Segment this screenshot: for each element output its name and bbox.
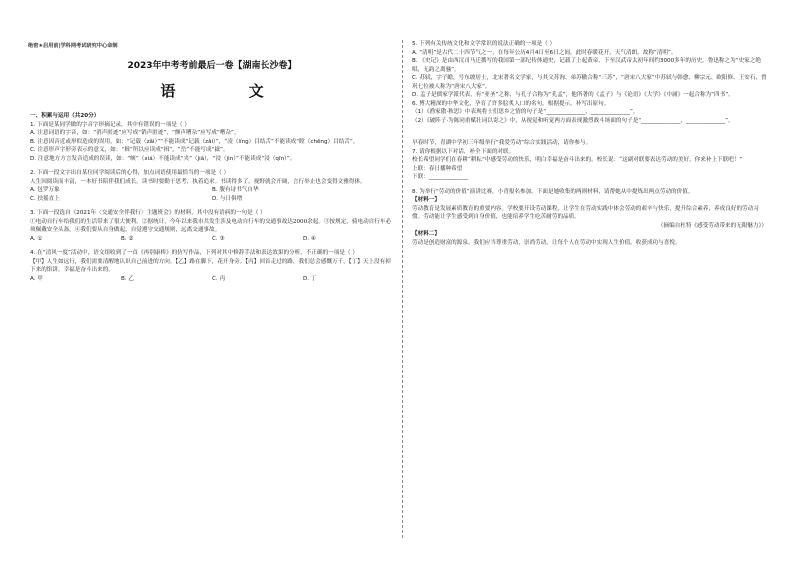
q5-stem: 5. 下列有关传统文化和文学常识的说法正确的一项是（ ） xyxy=(412,41,556,47)
q2-option-c: C. 扶摇直上 xyxy=(30,195,60,202)
q4-option-d: D. 丁 xyxy=(303,275,317,282)
question-6 xyxy=(412,100,767,126)
material-2-text: 劳动是创造财富的源泉。我们应当尊重劳动，崇尚劳动，让每个人在劳动中实现人生价值，收获成功与喜悦。 xyxy=(412,239,681,246)
q2-stem: 2. 下面一段文字出自某位同学阅读后的心得，加点词语使用最恰当的一项是（ ） xyxy=(30,170,230,177)
q2-option-a: A. 包罗万象 xyxy=(30,187,60,194)
question-8 xyxy=(412,188,767,248)
material-1-source: （摘编自杜特《感受劳动带来的无限魅力》） xyxy=(657,222,767,229)
q6-line-1: （1）《渔家傲·秋思》中表现将士们思乡之情的句子是“______________，______________”。 xyxy=(412,109,639,115)
q7-upper-couplet: 上联：春日播种希望 xyxy=(412,165,463,172)
q4-stem: 4. 在“清风一度”活动中，语文组收到了一首《再别康桥》的仿写作品，下列对其中修辞手法和表达效果的分析，不正确的一项是（ ） xyxy=(30,250,358,257)
q2-option-b: B. 腹有诗书气自华 xyxy=(212,187,259,194)
q3-stem: 3. 下面一段选自《2021年〈交通安全伴我行〉主题班会》的材料，其中没有语病的一句是（ ） xyxy=(30,210,266,217)
q1-option-c: C. 注意形声字形旁表示的意义，如：“揖”所以应读成“揖”，“岳”不能写成“嶽”。 xyxy=(30,147,229,154)
q1-option-a: A. 注意词语的字音，如：“消声匿迹”应写成“销声匿迹”，“颤声嘈杂”应写成“嘈杂”。 xyxy=(30,130,240,137)
q3-option-d: D. ④ xyxy=(303,235,316,242)
q5-option-a: A. “清明”是古代二十四节气之一，在每年公历4月4日至6日之间，此时春暖花开，天气清朗，故称“清明”。 xyxy=(412,49,677,56)
q1-option-b: B. 注意因音近或形似造成的误用，如：“记载（zǎi）”“不能读成“记载（zǎi）”，“凌（líng）目结舌”不能读成“瞠（chēng）目结舌”。 xyxy=(30,138,359,145)
material-1-heading: 【材料一】 xyxy=(412,197,440,203)
question-5 xyxy=(412,40,767,100)
q3-option-b: B. ② xyxy=(121,235,134,242)
exam-title: 2023年中考考前最后一卷【湖南长沙卷】 xyxy=(127,61,297,71)
q1-stem: 1. 下面是某同学做的字音字形摘记录，其中有错误的一项是（ ） xyxy=(30,121,190,128)
q7-stem: 7. 请你根据以下对话，补全下面的对联。 xyxy=(412,148,515,155)
q7-lower-couplet: 下联：______________ xyxy=(412,174,468,180)
q4-option-b: B. 乙 xyxy=(121,275,134,282)
q3-passage: ①电动自行车给我们的生活带来了很大便利。②据统计，今年以来我市共发生涉及电动自行车的交通事故达2000余起。③按规定，骑电动自行车必须佩戴安全头盔。④我们要从自身做起，自觉遵守交通规则，远离交通事故。 xyxy=(30,218,392,234)
question-3 xyxy=(30,209,394,243)
column-divider xyxy=(402,40,403,538)
question-2 xyxy=(30,169,394,203)
q4-passage: 【甲】人生如远行，我们需要清醒地认识自己前进的方向。【乙】路在脚下，花开身旁。【丙】回首走过的路，我们总会感慨万千。【丁】天上没有掉下来的馅饼，幸福是奋斗出来的。 xyxy=(30,258,391,274)
q3-option-c: C. ③ xyxy=(212,235,225,242)
q7-passage: 校长希望同学们在春耕“耕耘”中感受劳动的快乐，明白幸福是奋斗出来的。校长说：“这副对联要表达劳动的美好，你来补上下联吧！” xyxy=(412,157,743,163)
question-1 xyxy=(30,121,394,164)
q8-stem: 8. 为举行“劳动的价值”演讲比赛，小青报名参加。下面是她收集的两则材料，请帮她从中提炼出两点劳动的价值。 xyxy=(412,188,694,195)
right-column xyxy=(412,40,767,247)
q5-option-d: D. 孟子是儒家学派代表，有“亚圣”之称，与孔子合称为“孔孟”，他所著的《孟子》与《论语》《大学》《中庸》一起合称为“四书”。 xyxy=(412,92,734,98)
q4-option-c: C. 丙 xyxy=(212,275,226,282)
question-7 xyxy=(412,148,767,182)
q5-option-c: C. 苏轼，字子瞻，号东坡居士，北宋著名文学家，与其父苏洵、弟苏辙合称“三苏”，“唐宋八大家”中苏轼与韩愈、柳宗元、欧阳修、王安石、曾巩七位被人称为“唐宋八大家”。 xyxy=(412,75,767,90)
activity-intro: 早春时节，青湖中学初三年级举行“我爱劳动”综合实践活动，请你参与。 xyxy=(412,140,592,146)
material-2-heading: 【材料二】 xyxy=(412,231,440,237)
subject-title: 语 文 xyxy=(160,81,298,100)
q2-passage: 人生因阅读而丰富，一本好书陪伴我们成长。读书时要勤于思考，执着追求。书读得多了，视野就会开阔，言行举止也会变得文雅得体。 xyxy=(30,178,366,185)
q6-line-2: （2）《破阵子·为陈同甫赋壮词以寄之》中，从视觉和听觉两方面表现激烈战斗场面的句子是“______________，______________”。 xyxy=(412,117,734,124)
question-4 xyxy=(30,249,394,283)
q6-stem: 6. 博大精深的中华文化，孕育了许多脍炙人口的名句。根据提示，补写出原句。 xyxy=(412,100,610,107)
q2-option-d: D. 与日俱增 xyxy=(212,195,243,202)
q1-option-d: D. 注意地方方言发音造成的误读，如：“峡”（xiá）不能读成“夹”（jiā），“浸（jìn）”不能读成“浸（qīn）”。 xyxy=(30,155,296,162)
section-heading: 一、积累与运用（共20分） xyxy=(30,113,100,120)
material-1-text: 劳动教育是发展素质教育的重要内容。学校要开设劳动课程，让学生在劳动实践中体会劳动的艰辛与快乐，提升综合素养，养成良好的劳动习惯。劳动能让学生感受到自身价值，也能培养学生吃苦耐劳的品质。 xyxy=(412,205,759,220)
q5-option-b: B. 《史记》是由西汉司马迁撰写的我国第一部纪传体通史，记载了上起黄帝、下至汉武帝太初年间约3000多年的历史，鲁迅称之为“史家之绝唱，无韵之离骚”。 xyxy=(412,58,761,73)
left-column xyxy=(30,40,394,283)
q4-option-a: A. 甲 xyxy=(30,275,43,282)
q3-option-a: A. ① xyxy=(30,235,43,242)
confidential-note: 绝密★启用前|学科网考试研究中心命制 xyxy=(28,43,118,49)
